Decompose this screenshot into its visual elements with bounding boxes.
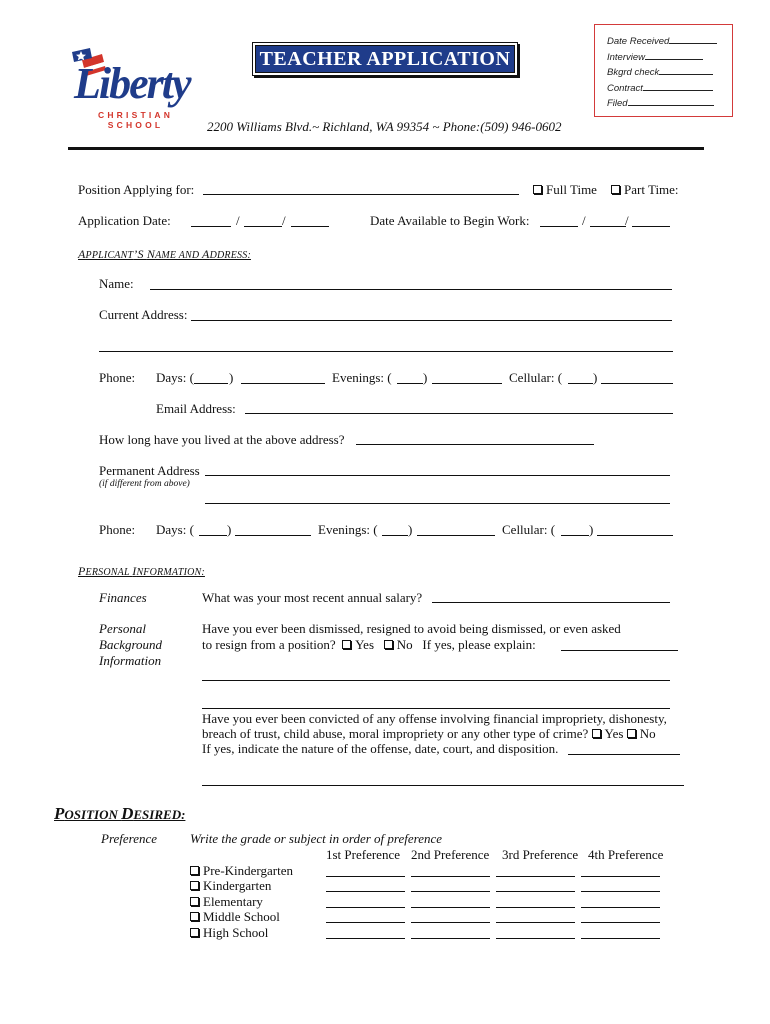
convicted-no-checkbox[interactable]: [627, 729, 636, 738]
how-long-label: How long have you lived at the above address?: [99, 432, 345, 447]
cellular-area-code-field[interactable]: [568, 383, 593, 384]
dismissed-no-checkbox[interactable]: [384, 640, 393, 649]
position-applying-label: Position Applying for:: [78, 182, 195, 197]
liberty-logo-icon: [60, 40, 200, 110]
liberty-logo: [60, 40, 200, 114]
page-title: TEACHER APPLICATION: [255, 45, 515, 73]
contract-row: Contract: [607, 81, 732, 97]
date-available-month[interactable]: [540, 226, 578, 227]
preference-instruction: Write the grade or subject in order of preference: [190, 831, 443, 846]
dismissed-explain-field-line3[interactable]: [202, 708, 670, 709]
section-heading-applicant: APPLICANT’S NAME AND ADDRESS:: [78, 247, 251, 261]
level-option-middle-school[interactable]: Middle School: [190, 909, 280, 925]
application-date-label: Application Date:: [78, 213, 171, 228]
evenings-phone-field[interactable]: [432, 383, 502, 384]
filed-row: Filed: [607, 96, 732, 112]
convicted-question-line3: If yes, indicate the nature of the offense, date, court, and disposition.: [202, 741, 559, 756]
dismissed-yes-checkbox[interactable]: [342, 640, 351, 649]
email-label: Email Address:: [156, 401, 236, 416]
how-long-field[interactable]: [356, 444, 594, 445]
preference-field[interactable]: [496, 938, 575, 939]
bkgrd-check-row: Bkgrd check: [607, 65, 732, 81]
salary-question: What was your most recent annual salary?: [202, 590, 423, 605]
preference-field[interactable]: [411, 907, 490, 908]
column-header: 4th Preference: [588, 847, 664, 862]
school-name: CHRISTIAN SCHOOL: [98, 110, 174, 130]
kindergarten-checkbox[interactable]: [190, 881, 199, 890]
level-option-pre-k[interactable]: Pre-Kindergarten: [190, 863, 293, 879]
cellular2-area-code-field[interactable]: [561, 535, 589, 536]
date-received-row: Date Received: [607, 34, 732, 50]
evenings-phone-label: Evenings: (: [332, 370, 392, 385]
convicted-explain-field-line2[interactable]: [202, 785, 684, 786]
preference-field[interactable]: [411, 938, 490, 939]
paren: ): [593, 370, 598, 385]
cellular2-phone-field[interactable]: [597, 535, 673, 536]
convicted-question-line2: breach of trust, child abuse, moral impropriety or any other type of crime? Yes No: [202, 726, 656, 741]
preference-field[interactable]: [496, 891, 575, 892]
preference-field[interactable]: [496, 876, 575, 877]
email-field[interactable]: [245, 413, 673, 414]
date-available-day[interactable]: [590, 226, 626, 227]
part-time-option[interactable]: Part Time:: [611, 182, 679, 198]
level-option-elementary[interactable]: Elementary: [190, 894, 263, 910]
preference-field[interactable]: [496, 922, 575, 923]
preference-field[interactable]: [411, 922, 490, 923]
date-separator: /: [582, 213, 586, 228]
preference-label: Preference: [101, 831, 158, 846]
application-date-day[interactable]: [244, 226, 282, 227]
dismissed-question-line1: Have you ever been dismissed, resigned to avoid being dismissed, or even asked: [202, 621, 621, 636]
level-option-kindergarten[interactable]: Kindergarten: [190, 878, 271, 894]
level-option-high-school[interactable]: High School: [190, 925, 268, 941]
bkgrd-check-line[interactable]: [659, 66, 713, 75]
convicted-question-line1: Have you ever been convicted of any offense involving financial impropriety, dishonesty,: [202, 711, 667, 726]
days-area-code-field[interactable]: [194, 383, 228, 384]
evenings2-area-code-field[interactable]: [382, 535, 408, 536]
finances-label: Finances: [99, 590, 147, 605]
application-date-month[interactable]: [191, 226, 231, 227]
section-heading-position-desired: POSITION DESIRED:: [54, 804, 186, 823]
contract-line[interactable]: [643, 82, 713, 91]
date-separator: /: [282, 213, 286, 228]
preference-field[interactable]: [326, 922, 405, 923]
header-divider: [68, 147, 704, 150]
current-address-field[interactable]: [191, 320, 672, 321]
name-field[interactable]: [150, 289, 672, 290]
salary-field[interactable]: [432, 602, 670, 603]
dismissed-explain-field-line2[interactable]: [202, 680, 670, 681]
date-separator: /: [236, 213, 240, 228]
pre-k-checkbox[interactable]: [190, 866, 199, 875]
date-available-label: Date Available to Begin Work:: [370, 213, 530, 228]
filed-line[interactable]: [628, 97, 714, 106]
paren: ): [423, 370, 428, 385]
column-header: 1st Preference: [326, 847, 400, 862]
paren: ): [408, 522, 413, 537]
evenings2-phone-field[interactable]: [417, 535, 495, 536]
permanent-address-field[interactable]: [205, 475, 670, 476]
full-time-option[interactable]: Full Time: [533, 182, 597, 198]
section-heading-personal: PERSONAL INFORMATION:: [78, 564, 205, 578]
name-label: Name:: [99, 276, 134, 291]
part-time-checkbox[interactable]: [611, 185, 620, 194]
cellular2-phone-label: Cellular: (: [502, 522, 556, 537]
days-phone-field[interactable]: [241, 383, 325, 384]
current-address-label: Current Address:: [99, 307, 188, 322]
preference-field[interactable]: [326, 876, 405, 877]
dismissed-question-line2: to resign from a position? Yes No If yes, please explain:: [202, 637, 536, 652]
preference-field[interactable]: [326, 907, 405, 908]
permanent-address-note: (if different from above): [99, 479, 190, 489]
evenings2-phone-label: Evenings: (: [318, 522, 378, 537]
dismissed-explain-field[interactable]: [561, 650, 678, 651]
preference-field[interactable]: [411, 876, 490, 877]
preference-field[interactable]: [581, 891, 660, 892]
preference-field[interactable]: [581, 922, 660, 923]
middle-school-checkbox[interactable]: [190, 912, 199, 921]
preference-field[interactable]: [581, 907, 660, 908]
preference-field[interactable]: [581, 876, 660, 877]
paren: ): [227, 522, 232, 537]
preference-field[interactable]: [496, 907, 575, 908]
paren: ): [589, 522, 594, 537]
interview-line[interactable]: [645, 51, 703, 60]
high-school-checkbox[interactable]: [190, 928, 199, 937]
evenings-area-code-field[interactable]: [397, 383, 423, 384]
date-separator: /: [625, 213, 629, 228]
preference-field[interactable]: [326, 938, 405, 939]
date-available-year[interactable]: [632, 226, 670, 227]
days2-area-code-field[interactable]: [199, 535, 227, 536]
preference-field[interactable]: [411, 891, 490, 892]
elementary-checkbox[interactable]: [190, 897, 199, 906]
convicted-explain-field[interactable]: [568, 754, 680, 755]
convicted-yes-checkbox[interactable]: [592, 729, 601, 738]
interview-row: Interview: [607, 50, 732, 66]
office-use-box: [594, 24, 733, 117]
column-header: 3rd Preference: [502, 847, 579, 862]
position-applying-field[interactable]: [203, 194, 519, 195]
preference-field[interactable]: [326, 891, 405, 892]
permanent-address-field-line2[interactable]: [205, 503, 670, 504]
full-time-checkbox[interactable]: [533, 185, 542, 194]
school-address: 2200 Williams Blvd.~ Richland, WA 99354 ~ Phone:(509) 946-0602: [207, 119, 562, 134]
cellular-phone-field[interactable]: [601, 383, 673, 384]
current-address-field-line2[interactable]: [99, 351, 673, 352]
phone-label: Phone:: [99, 370, 136, 385]
preference-field[interactable]: [581, 938, 660, 939]
cellular-phone-label: Cellular: (: [509, 370, 563, 385]
background-label: Personal Background Information: [99, 621, 163, 668]
phone2-label: Phone:: [99, 522, 136, 537]
paren: ): [229, 370, 234, 385]
date-received-line[interactable]: [669, 35, 717, 44]
form-title-box: [252, 42, 518, 76]
svg-text:Liberty: Liberty: [74, 59, 190, 108]
days2-phone-label: Days: (: [156, 522, 194, 537]
column-header: 2nd Preference: [411, 847, 490, 862]
permanent-address-label: Permanent Address: [99, 463, 200, 478]
days2-phone-field[interactable]: [235, 535, 311, 536]
application-date-year[interactable]: [291, 226, 329, 227]
days-phone-label: Days: (: [156, 370, 194, 385]
